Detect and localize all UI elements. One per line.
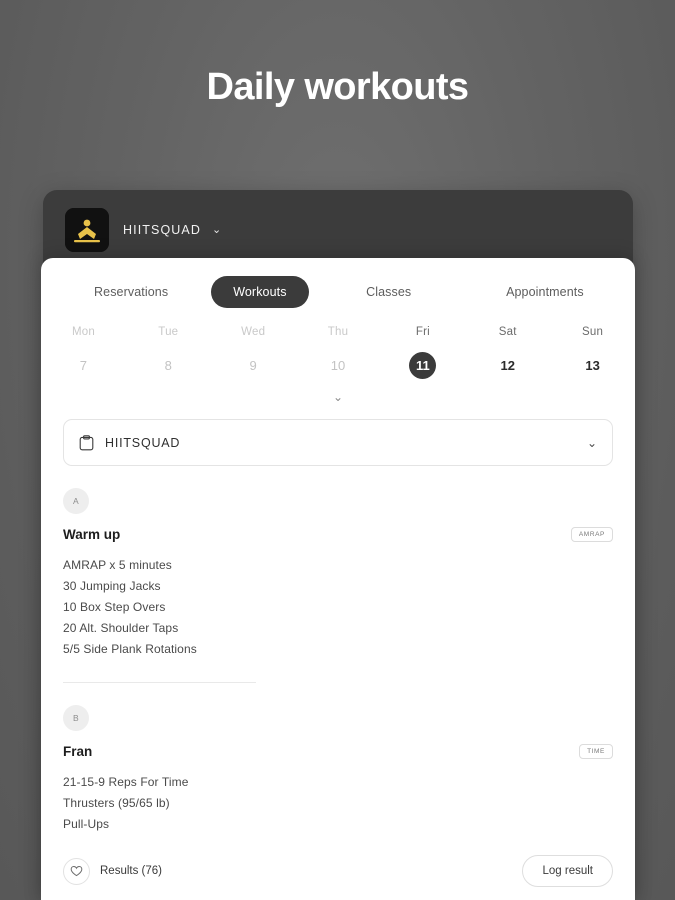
- block-line: 5/5 Side Plank Rotations: [63, 642, 197, 656]
- block-title: Fran: [63, 744, 93, 759]
- block-line: 21-15-9 Reps For Time: [63, 775, 189, 789]
- clipboard-icon: [79, 435, 94, 451]
- day-name: Sat: [498, 326, 517, 338]
- program-selector[interactable]: [63, 419, 613, 466]
- day-name: Fri: [415, 326, 430, 338]
- heart-icon[interactable]: [63, 858, 90, 885]
- day-number: 8: [164, 358, 172, 373]
- tab-reservations[interactable]: Reservations: [94, 285, 169, 299]
- block-title-row: [63, 744, 613, 759]
- day-sun[interactable]: [550, 326, 635, 379]
- day-number: 10: [330, 358, 346, 373]
- workouts-panel: [41, 258, 635, 900]
- block-letter-badge: A: [63, 488, 89, 514]
- chevron-down-icon: ⌄: [211, 223, 222, 236]
- day-name: Wed: [241, 326, 266, 338]
- expand-calendar-chevron-down-icon[interactable]: ⌄: [332, 390, 344, 404]
- day-tue[interactable]: [126, 326, 211, 379]
- day-number: 12: [500, 358, 515, 373]
- day-number: 11: [409, 352, 436, 379]
- block-line: 20 Alt. Shoulder Taps: [63, 621, 179, 635]
- brand-name: HIITSQUAD: [123, 223, 201, 237]
- tab-appointments[interactable]: Appointments: [506, 285, 584, 299]
- results-group[interactable]: [63, 858, 162, 885]
- day-number: 7: [79, 358, 88, 373]
- day-thu[interactable]: [296, 326, 381, 379]
- workout-block-b: [41, 683, 635, 900]
- day-name: Tue: [158, 326, 179, 338]
- status-badge: AMRAP: [571, 527, 613, 542]
- day-sat[interactable]: [465, 326, 550, 379]
- day-number: 9: [249, 358, 257, 373]
- block-title-row: [63, 527, 613, 542]
- block-lines: [63, 772, 613, 835]
- results-row: [63, 855, 613, 900]
- block-title: Warm up: [63, 527, 121, 542]
- day-mon[interactable]: [41, 326, 126, 379]
- brand-switcher[interactable]: [123, 223, 221, 237]
- block-line: Pull-Ups: [63, 817, 110, 831]
- day-name: Mon: [71, 326, 95, 338]
- block-line: 30 Jumping Jacks: [63, 579, 161, 593]
- tab-bar: [41, 258, 635, 322]
- day-number: 13: [585, 358, 600, 373]
- day-name: Thu: [327, 326, 349, 338]
- block-lines: [63, 555, 613, 660]
- brand-logo-icon: [65, 208, 109, 252]
- log-result-button[interactable]: Log result: [522, 855, 613, 887]
- chevron-down-icon: ⌄: [586, 435, 597, 450]
- program-selector-label: HIITSQUAD: [105, 435, 181, 450]
- results-count: Results (76): [100, 865, 162, 877]
- day-wed[interactable]: [211, 326, 296, 379]
- day-name: Sun: [582, 326, 604, 338]
- page-title: Daily workouts: [206, 66, 469, 108]
- tab-workouts[interactable]: Workouts: [211, 276, 308, 308]
- status-badge: TIME: [579, 744, 613, 759]
- tab-classes[interactable]: Classes: [366, 285, 412, 299]
- week-strip: [41, 322, 635, 379]
- block-line: AMRAP x 5 minutes: [63, 558, 172, 572]
- block-line: Thrusters (95/65 lb): [63, 796, 170, 810]
- workout-block-a: [41, 466, 635, 660]
- day-fri[interactable]: [380, 326, 465, 379]
- block-letter-badge: B: [63, 705, 89, 731]
- block-line: 10 Box Step Overs: [63, 600, 166, 614]
